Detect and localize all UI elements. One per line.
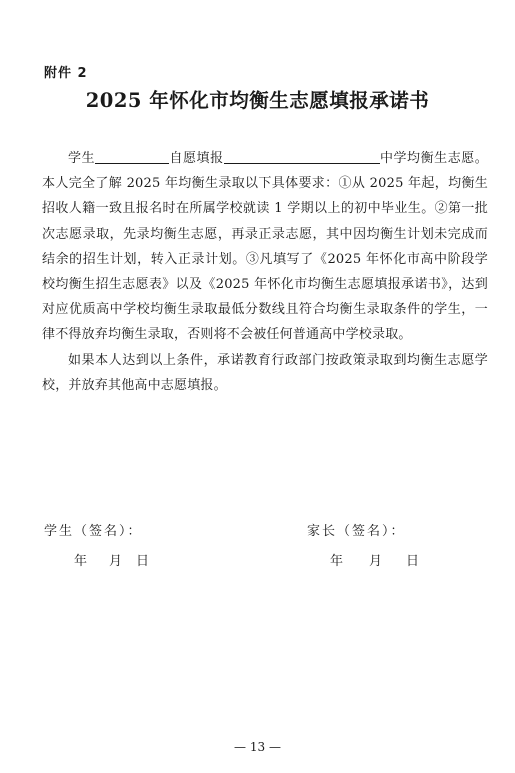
requirements-text: 中学均衡生志愿。本人完全了解 2025 年均衡生录取以下具体要求：①从 2025 年起，均衡生招收人籍一致且报名时在所属学校就读 1 学期以上的初中毕业生。②第一批次志愿录取，先录均衡生志愿，再录正录志愿，其中因均衡生计划未完成而结余的招生计划，转入正录计划。③凡填写了《2025 年怀化市高中阶段学校均衡生招生志愿表》以及《2025 年怀化市均衡生志愿填报承诺书》，达到对应优质高中学校均衡生录取最低分数线且符合均衡生录取条件的学生，一律不得放弃均衡生录取，否则将不会被任何普通高中学校录取。 (42, 151, 488, 343)
commitment-paragraph-2: 如果本人达到以上条件，承诺教育行政部门按政策录取到均衡生志愿学校，并放弃其他高中志愿填报。 (42, 352, 488, 393)
school-name-blank[interactable] (224, 149, 380, 164)
page-number: — 13 — (234, 740, 281, 754)
student-date-year: 年 (74, 554, 88, 569)
student-signature-label: 学生（签名）： (44, 524, 143, 539)
document-title: 2025 年怀化市均衡生志愿填报承诺书 (85, 89, 430, 112)
student-name-blank[interactable] (95, 149, 169, 164)
student-date-month: 月 (109, 554, 123, 569)
student-date (74, 550, 149, 569)
parent-date-month: 月 (369, 554, 383, 569)
parent-signature-label: 家长（签名）： (307, 524, 406, 539)
commitment-body (42, 146, 488, 398)
parent-date-day: 日 (406, 554, 420, 569)
self-apply-text: 自愿填报 (169, 151, 224, 166)
commitment-paragraph-1 (42, 146, 488, 348)
student-date-day: 日 (136, 554, 150, 569)
attachment-label: 附件 2 (44, 66, 88, 81)
parent-date (330, 550, 419, 569)
parent-date-year: 年 (330, 554, 344, 569)
student-prefix-text: 学生 (68, 151, 96, 166)
